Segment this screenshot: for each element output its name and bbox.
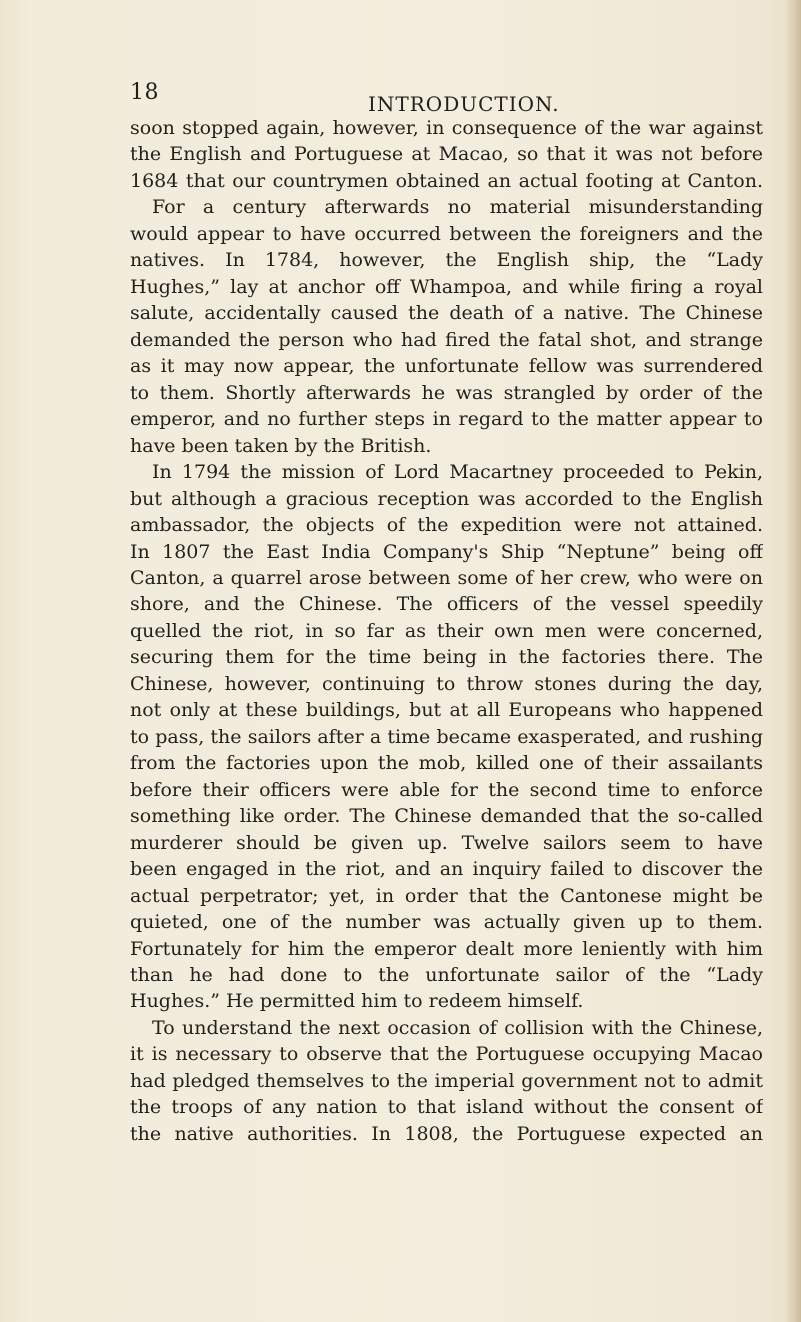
text-line: the English and Portuguese at Macao, so that it was not before <box>130 143 763 166</box>
text-line: than he had done to the unfortunate sailor of the “Lady <box>130 964 763 986</box>
text-line: Hughes,” lay at anchor off Whampoa, and while firing a royal <box>130 275 763 298</box>
text-line: it is necessary to observe that the Portuguese occupying Macao <box>130 1043 763 1066</box>
text-line: In 1794 the mission of Lord Macartney proceeded to Pekin, <box>152 461 763 484</box>
text-line: securing them for the time being in the factories there. The <box>130 646 763 669</box>
text-line: Fortunately for him the emperor dealt more leniently with him <box>130 937 763 960</box>
text-line: quieted, one of the number was actually given up to them. <box>130 911 763 934</box>
text-line: but although a gracious reception was accorded to the English <box>130 487 763 510</box>
body-text <box>130 115 763 1147</box>
text-line: salute, accidentally caused the death of a native. The Chinese <box>130 302 763 325</box>
text-line: For a century afterwards no material misunderstanding <box>152 196 763 219</box>
text-line: had pledged themselves to the imperial government not to admit <box>130 1069 763 1092</box>
text-line: been engaged in the riot, and an inquiry failed to discover the <box>130 858 763 881</box>
text-line: to pass, the sailors after a time became exasperated, and rushing <box>130 725 763 748</box>
text-line: ambassador, the objects of the expedition were not attained. <box>130 514 763 537</box>
page-edge-shadow <box>785 0 801 1322</box>
text-line: natives. In 1784, however, the English ship, the “Lady <box>130 249 763 272</box>
text-line: emperor, and no further steps in regard to the matter appear to <box>130 408 763 431</box>
text-line: from the factories upon the mob, killed one of their assailants <box>130 752 763 775</box>
text-line: have been taken by the British. <box>130 434 432 457</box>
text-line: quelled the riot, in so far as their own men were concerned, <box>130 619 763 642</box>
text-line: Canton, a quarrel arose between some of her crew, who were on <box>130 566 763 589</box>
text-line: actual perpetrator; yet, in order that the Cantonese might be <box>130 884 763 907</box>
text-line: soon stopped again, however, in consequence of the war against <box>130 117 763 139</box>
text-line: In 1807 the East India Company's Ship “Neptune” being off <box>130 540 763 563</box>
text-line: demanded the person who had fired the fatal shot, and strange <box>130 328 763 351</box>
text-line: 1684 that our countrymen obtained an actual footing at Canton. <box>130 169 763 192</box>
text-line: to them. Shortly afterwards he was strangled by order of the <box>130 381 763 404</box>
page-number: 18 <box>130 80 159 105</box>
text-line: something like order. The Chinese demanded that the so-called <box>130 805 763 828</box>
text-line: before their officers were able for the second time to enforce <box>130 778 763 801</box>
text-line: Chinese, however, continuing to throw stones during the day, <box>130 672 763 695</box>
text-line: To understand the next occasion of collision with the Chinese, <box>152 1016 763 1039</box>
text-line: the troops of any nation to that island without the consent of <box>130 1096 763 1119</box>
text-line: murderer should be given up. Twelve sailors seem to have <box>130 831 763 854</box>
text-line: Hughes.” He permitted him to redeem himself. <box>130 990 584 1013</box>
text-line: shore, and the Chinese. The officers of the vessel speedily <box>130 593 763 616</box>
text-line: the native authorities. In 1808, the Portuguese expected an <box>130 1122 763 1145</box>
text-line: not only at these buildings, but at all Europeans who happened <box>130 699 763 722</box>
text-line: as it may now appear, the unfortunate fellow was surrendered <box>130 355 763 378</box>
running-head: INTRODUCTION. <box>368 92 560 116</box>
text-line: would appear to have occurred between the foreigners and the <box>130 222 763 245</box>
